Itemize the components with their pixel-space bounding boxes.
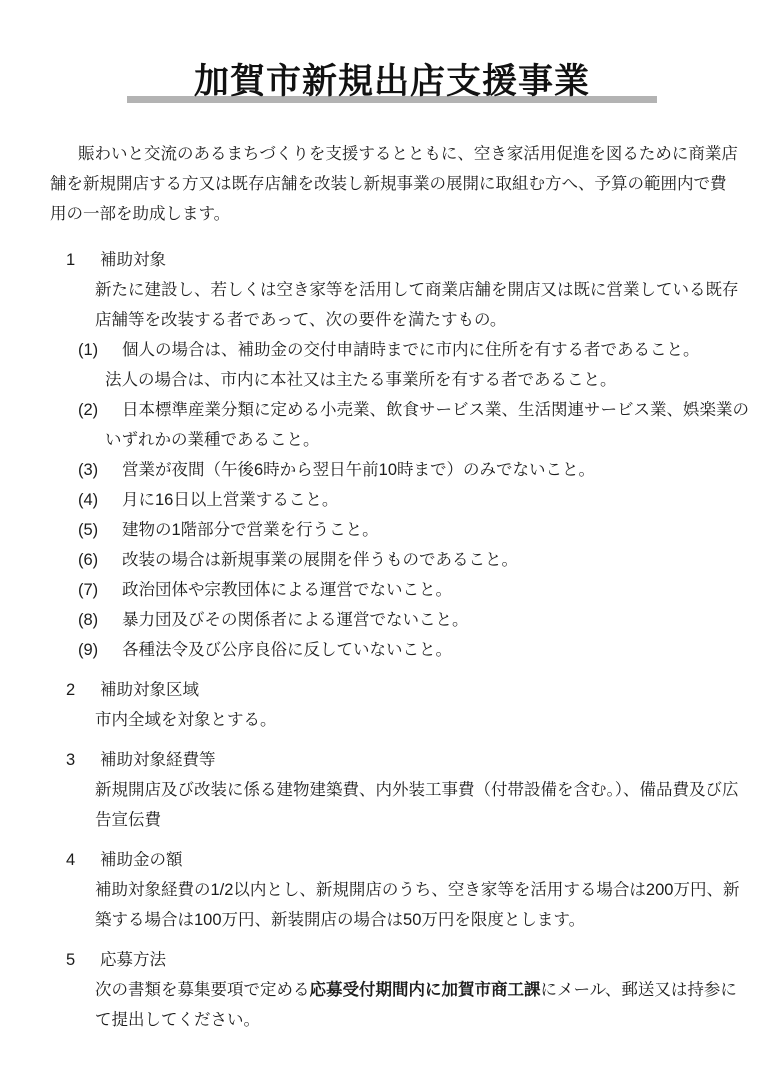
bold-emphasis: 応募受付期間内に加賀市商工課 [309,981,541,999]
section-heading [66,945,734,975]
item-text [105,545,518,575]
section-heading [66,845,734,875]
item-line: 日本標準産業分類に定める小売業、飲食サービス業、生活関連サービス業、娯楽業の [122,401,749,419]
item-marker: (9) [78,641,99,659]
intro-line: 賑わいと交流のあるまちづくりを支援するとともに、空き家活用促進を図るために商業店 [78,145,738,163]
list-item [78,575,734,605]
item-line: 法人の場合は、市内に本社又は主たる事業所を有する者であること。 [105,371,617,389]
list-item [78,455,734,485]
item-line: いずれかの業種であること。 [105,431,320,449]
requirement-list [78,335,749,665]
body-text: 次の書類を募集要項で定める [95,981,310,999]
section-body-line [95,975,737,1005]
item-line: 個人の場合は、補助金の交付申請時までに市内に住所を有する者であること。 [122,341,700,359]
section-number: 4 [66,851,76,869]
item-text [105,575,452,605]
section-title: 補助対象経費等 [100,751,216,769]
item-line: 月に16日以上営業すること。 [122,491,339,509]
section-body [95,875,740,935]
section-target-area [50,675,734,735]
item-line: 改装の場合は新規事業の展開を伴うものであること。 [122,551,518,569]
item-marker: (6) [78,551,99,569]
section-body-line: 新規開店及び改装に係る建物建築費、内外装工事費（付帯設備を含む。）、備品費及び広 [95,781,739,799]
item-marker: (7) [78,581,99,599]
section-body-line: 店舗等を改装する者であって、次の要件を満たすもの。 [95,311,507,329]
section-title: 補助金の額 [100,851,183,869]
section-body-line: 市内全域を対象とする。 [95,711,277,729]
section-body [95,705,734,735]
section-subsidy-amount [50,845,740,935]
list-item [78,485,734,515]
item-marker: (1) [78,341,99,359]
section-body-line: 築する場合は100万円、新装開店の場合は50万円を限度とします。 [95,911,586,929]
section-eligible-expenses [50,745,739,835]
item-line: 政治団体や宗教団体による運営でないこと。 [122,581,452,599]
section-heading [66,675,734,705]
item-text [105,335,700,395]
title-block [50,0,734,103]
section-title: 応募方法 [100,951,166,969]
section-body-line: 新たに建設し、若しくは空き家等を活用して商業店舗を開店又は既に営業している既存 [95,281,739,299]
section-number: 2 [66,681,76,699]
section-title: 補助対象区域 [100,681,199,699]
section-heading [66,745,734,775]
item-marker: (4) [78,491,99,509]
item-text [105,515,379,545]
item-line: 営業が夜間（午後6時から翌日午前10時まで）のみでないこと。 [122,461,596,479]
item-line: 暴力団及びその関係者による運営でないこと。 [122,611,469,629]
section-body [95,975,737,1035]
item-marker: (5) [78,521,99,539]
intro-line: 舗を新規開店する方又は既存店舗を改装し新規事業の展開に取組む方へ、予算の範囲内で費 [50,175,727,193]
page-title: 加賀市新規出店支援事業 [193,62,590,101]
item-marker: (2) [78,401,99,419]
section-number: 5 [66,951,76,969]
list-item [78,635,734,665]
intro-line: 用の一部を助成します。 [50,205,231,223]
intro-paragraph [50,139,738,229]
body-text: にメール、郵送又は持参に [540,981,737,999]
item-text [105,395,749,455]
section-heading [66,245,734,275]
item-line: 各種法令及び公序良俗に反していないこと。 [122,641,452,659]
list-item [78,545,734,575]
section-application-method [50,945,737,1035]
list-item [78,605,734,635]
section-subsidy-target [50,245,749,665]
section-body [95,775,739,835]
item-marker: (3) [78,461,99,479]
list-item [78,515,734,545]
section-body [95,275,739,335]
section-number: 3 [66,751,76,769]
item-text [105,485,338,515]
item-marker: (8) [78,611,99,629]
item-text [105,635,452,665]
section-body-line: 告宣伝費 [95,811,161,829]
list-item [78,335,734,395]
item-text [105,455,595,485]
item-line: 建物の1階部分で営業を行うこと。 [122,521,379,539]
section-body-line: て提出してください。 [95,1011,260,1029]
list-item [78,395,749,455]
section-body-line: 補助対象経費の1/2以内とし、新規開店のうち、空き家等を活用する場合は200万円、新 [95,881,740,899]
item-text [105,605,469,635]
section-number: 1 [66,251,76,269]
section-title: 補助対象 [100,251,166,269]
